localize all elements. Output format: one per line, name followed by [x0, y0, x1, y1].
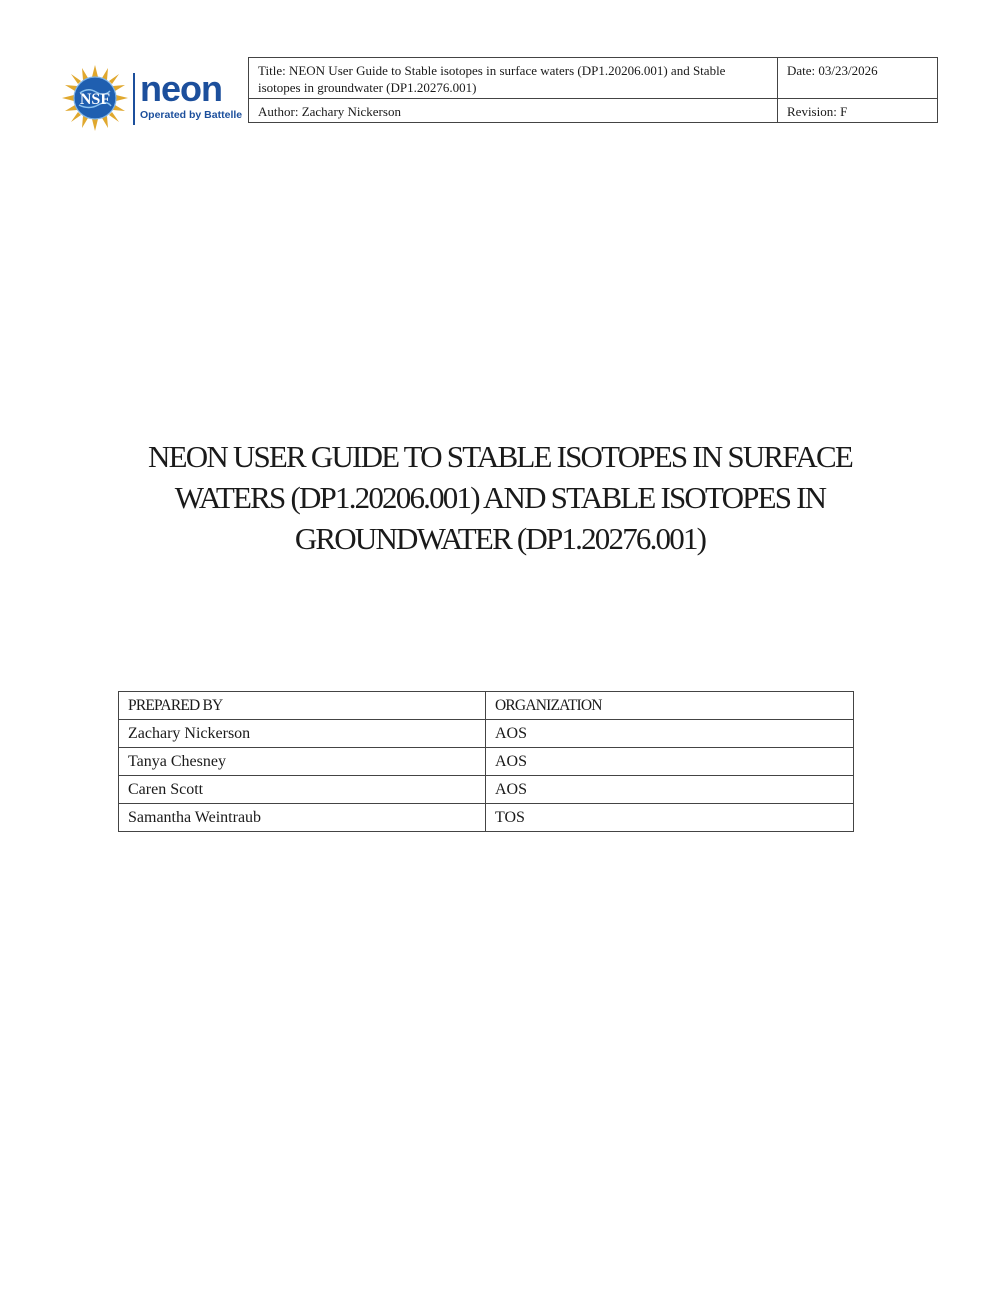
- header-date: Date: 03/23/2026: [778, 58, 938, 99]
- prepared-by-table: [118, 691, 854, 832]
- neon-wordmark: neon: [140, 68, 222, 109]
- preparer-organization: AOS: [486, 720, 854, 748]
- table-row: [119, 776, 854, 804]
- logo-divider: [133, 73, 135, 125]
- neon-logo: [62, 65, 243, 133]
- seal-text: NSF: [79, 91, 111, 108]
- column-header-organization: ORGANIZATION: [486, 692, 854, 720]
- neon-tagline: Operated by Battelle: [140, 109, 243, 121]
- preparer-name: Samantha Weintraub: [119, 804, 486, 832]
- document-header-table: [248, 57, 938, 123]
- header-author: Author: Zachary Nickerson: [249, 99, 778, 123]
- preparer-organization: AOS: [486, 748, 854, 776]
- preparer-name: Caren Scott: [119, 776, 486, 804]
- header-title: Title: NEON User Guide to Stable isotopes in surface waters (DP1.20206.001) and Stable isotopes in groundwater (DP1.20276.001): [249, 58, 778, 99]
- preparer-organization: AOS: [486, 776, 854, 804]
- header-row-author: [249, 99, 938, 123]
- header-row-title: [249, 58, 938, 99]
- preparer-name: Zachary Nickerson: [119, 720, 486, 748]
- table-row: [119, 720, 854, 748]
- header-revision: Revision: F: [778, 99, 938, 123]
- table-row: [119, 748, 854, 776]
- nsf-seal-icon: [62, 65, 128, 131]
- table-header-row: [119, 692, 854, 720]
- table-row: [119, 804, 854, 832]
- preparer-name: Tanya Chesney: [119, 748, 486, 776]
- preparer-organization: TOS: [486, 804, 854, 832]
- column-header-prepared-by: PREPARED BY: [119, 692, 486, 720]
- document-title: NEON USER GUIDE TO STABLE ISOTOPES IN SURFACE WATERS (DP1.20206.001) AND STABLE ISOTOPES IN GROUNDWATER (DP1.20276.001): [148, 439, 852, 556]
